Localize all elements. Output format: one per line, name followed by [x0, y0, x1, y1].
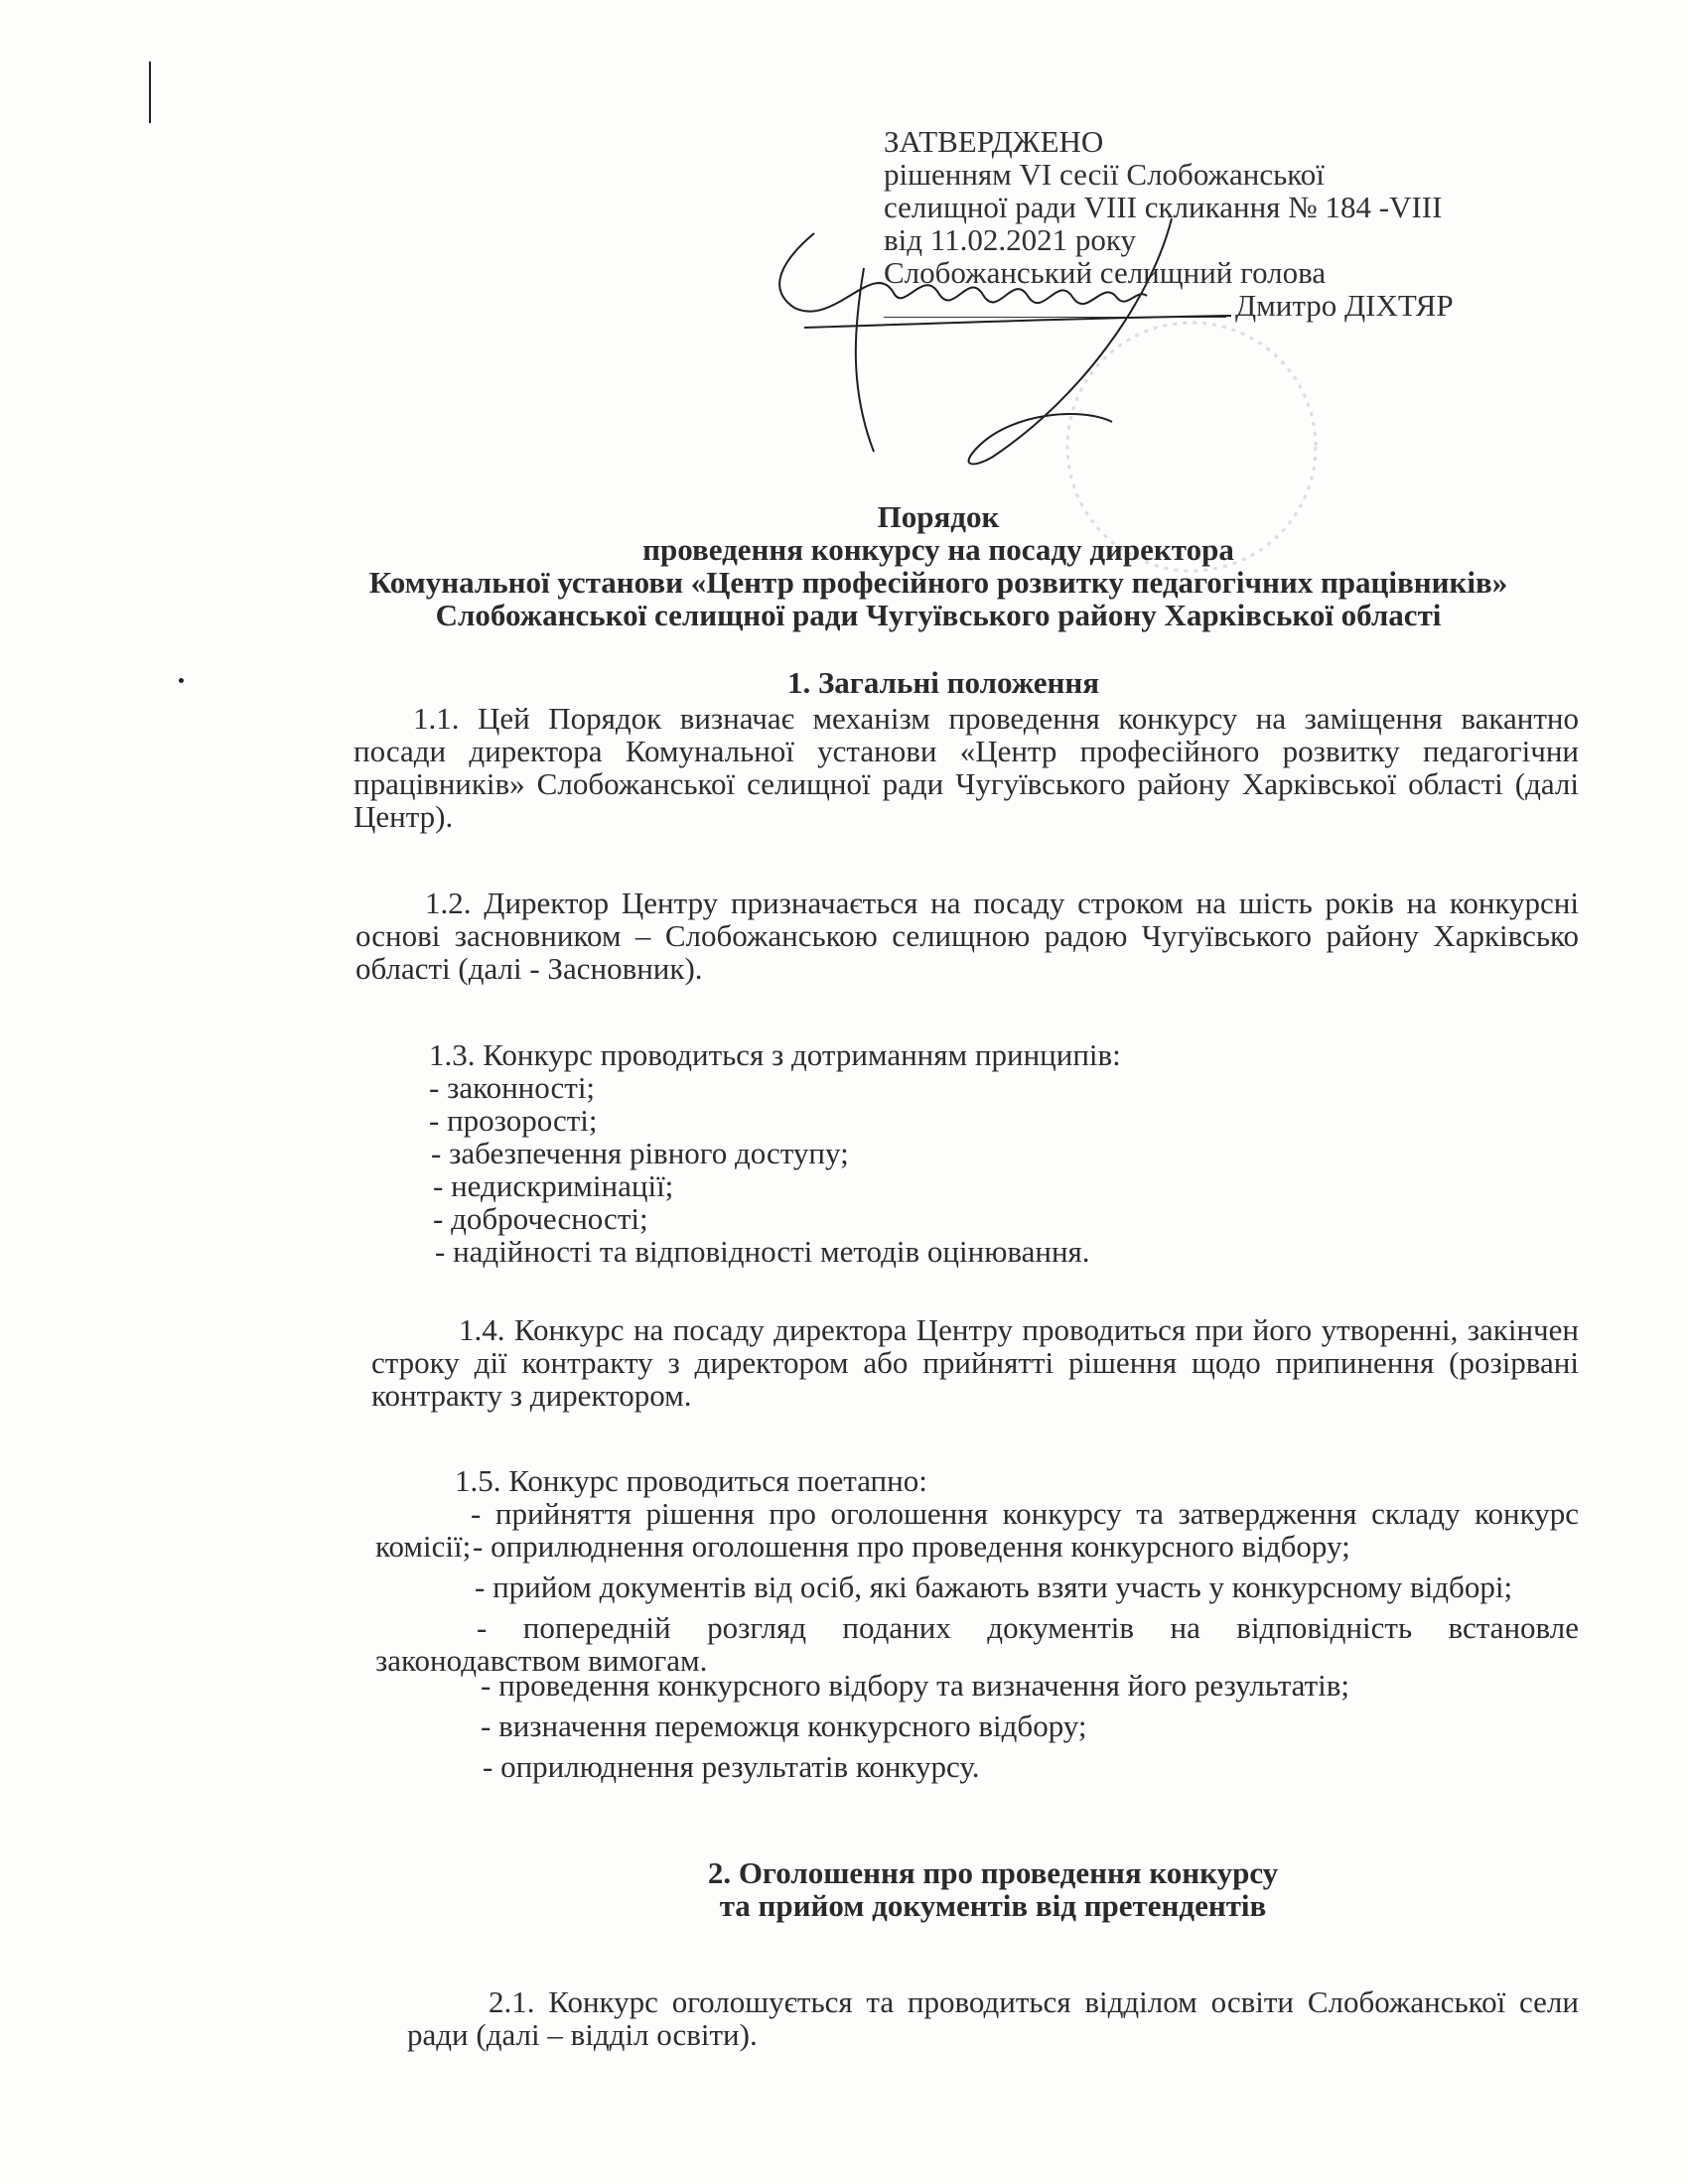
stage-item: - оприлюднення оголошення про проведення конкурсного відбору; [473, 1529, 1350, 1564]
title-line-1: Порядок [877, 499, 1000, 534]
stage-item: - прийом документів від осіб, які бажають взяти участь у конкурсному відборі; [475, 1570, 1513, 1604]
principle-item: - прозорості; [429, 1103, 598, 1138]
stage-item-cont: законодавством вимогам. [375, 1643, 708, 1678]
p1-2-line-2: основі засновником – Слобожанською селищною радою Чугуївського району Харківсько [355, 918, 1579, 953]
p1-2-line-1: 1.2. Директор Центру призначається на посаду строком на шість років на конкурсні [425, 886, 1579, 920]
title-line-3: Комунальної установи «Центр професійного розвитку педагогічних працівників» [368, 565, 1508, 600]
p1-4-line-2: строку дії контракту з директором або прийнятті рішення щодо припинення (розірвані [371, 1345, 1579, 1380]
principle-item: - законності; [429, 1070, 596, 1105]
section-1-heading: 1. Загальні положення [786, 665, 1100, 700]
handwritten-signature [779, 218, 1231, 464]
paragraph-1-5 [375, 1464, 1579, 1783]
principle-item: - надійності та відповідності методів оцінювання. [435, 1234, 1090, 1269]
p2-1-line-1: 2.1. Конкурс оголошується та проводиться відділом освіти Слобожанської сели [489, 1984, 1579, 2019]
principle-item: - доброчесності; [433, 1201, 648, 1236]
p1-1-line-2: посади директора Комунальної установи «Центр професійного розвитку педагогічни [353, 734, 1579, 768]
stage-item: - визначення переможця конкурсного відбору; [481, 1708, 1087, 1743]
scan-mark-line [149, 62, 151, 123]
p2-1-line-2: ради (далі – відділ освіти). [407, 2017, 758, 2052]
paragraph-1-1 [353, 702, 1579, 833]
paragraph-1-4 [371, 1313, 1579, 1412]
stage-item: - оприлюднення результатів конкурсу. [483, 1749, 980, 1784]
section-2-heading [635, 1856, 1350, 1922]
p1-5-intro: 1.5. Конкурс проводиться поетапно: [455, 1463, 927, 1498]
paragraph-1-2 [355, 887, 1579, 985]
p1-1-line-4: Центр). [353, 799, 454, 834]
stage-item: - попередній розгляд поданих документів на відповідність встановле [477, 1610, 1579, 1645]
p1-1-line-3: працівників» Слобожанської селищної ради Чугуївського району Харківської області (далі [353, 766, 1579, 801]
paragraph-1-3 [429, 1038, 1323, 1268]
stage-item: - проведення конкурсного відбору та визначення його результатів; [481, 1668, 1349, 1703]
approval-council: селищної ради VIII скликання № 184 -VIII [884, 190, 1443, 224]
stage-item-cont: комісії; [375, 1529, 472, 1564]
p1-4-line-3: контракту з директором. [371, 1378, 692, 1413]
section-2-heading-line-1: 2. Оголошення про проведення конкурсу [707, 1855, 1279, 1890]
stage-item: - прийняття рішення про оголошення конкурсу та затвердження складу конкурс [471, 1496, 1579, 1531]
p1-4-line-1: 1.4. Конкурс на посаду директора Центру проводиться при його утворенні, закінчен [459, 1312, 1579, 1347]
title-line-4: Слобожанської селищної ради Чугуївського району Харківської області [435, 598, 1442, 632]
approval-decision: рішенням VI сесії Слобожанської [884, 157, 1325, 192]
principle-item: - забезпечення рівного доступу; [431, 1136, 849, 1170]
scan-dot [179, 678, 184, 683]
paragraph-2-1 [407, 1985, 1579, 2051]
p1-2-line-3: області (далі - Засновник). [355, 951, 703, 986]
approval-date: від 11.02.2021 року [884, 222, 1136, 257]
approval-official: Слобожанський селищний голова [884, 255, 1327, 290]
p1-1-line-1: 1.1. Цей Порядок визначає механізм проведення конкурсу на заміщення вакантно [413, 701, 1579, 736]
signature-stamp-graphic [755, 199, 1311, 496]
p1-3-intro: 1.3. Конкурс проводиться з дотриманням принципів: [429, 1037, 1121, 1072]
document-title [328, 500, 1549, 631]
approval-heading: ЗАТВЕРДЖЕНО [884, 124, 1104, 159]
section-2-heading-line-2: та прийом документів від претендентів [719, 1888, 1267, 1923]
principle-item: - недискримінації; [433, 1168, 674, 1203]
title-line-2: проведення конкурсу на посаду директора [642, 532, 1234, 567]
signatory-name: Дмитро ДІХТЯР [1235, 288, 1454, 323]
